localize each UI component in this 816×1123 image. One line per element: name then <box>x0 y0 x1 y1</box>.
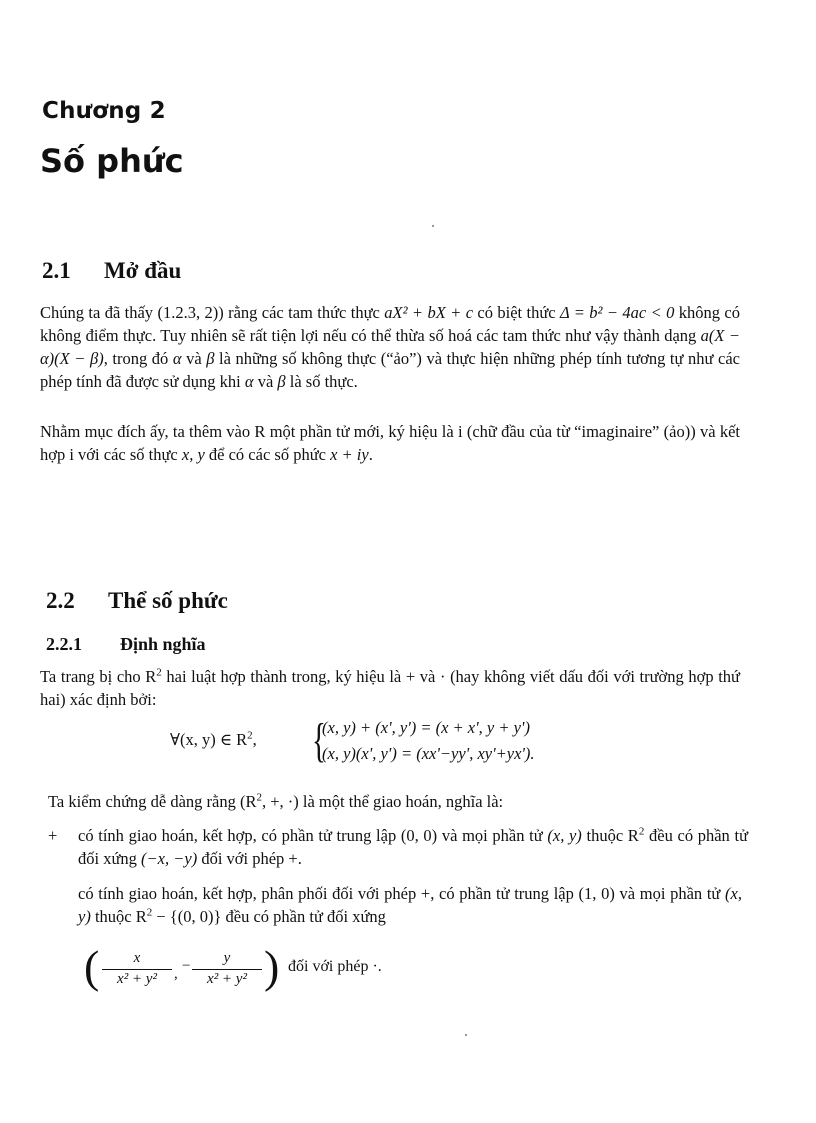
bullet-text <box>48 824 748 870</box>
text-run: − {(0, 0)} đều có phần tử đối xứng <box>152 907 386 926</box>
math-neg-pair: (−x, −y) <box>141 849 198 868</box>
bullet-multiplication <box>78 882 742 928</box>
text-run: thuộc R <box>90 907 147 926</box>
text-run: đối với phép +. <box>197 849 302 868</box>
paragraph-imaginary-unit <box>40 420 740 466</box>
text-run: và <box>253 372 278 391</box>
math-pair: (x, y) <box>547 826 582 845</box>
equation-lhs <box>170 730 257 750</box>
superscript: 2 <box>256 791 262 804</box>
paragraph-intro <box>40 301 740 393</box>
text-run: có tính giao hoán, kết hợp, có phần tử trung lập (0, 0) và mọi phần tử <box>78 826 548 845</box>
inverse-element-formula <box>84 941 444 996</box>
chapter-title: Số phức <box>40 142 184 180</box>
fraction-y <box>192 950 262 988</box>
fraction-x <box>102 950 172 988</box>
minus-sign: − <box>182 958 191 974</box>
text-run: và <box>181 349 207 368</box>
math-trinomial: aX² + bX + c <box>384 303 474 322</box>
text-run: , trong đó <box>103 349 173 368</box>
text-run: hai luật hợp thành trong, ký hiệu là + và · (hay không viết dấu đối với trường hợp thứ hai) xác định bởi: <box>40 667 740 709</box>
chapter-label: Chương 2 <box>42 98 166 124</box>
math-beta: β <box>277 372 286 391</box>
superscript: 2 <box>247 729 253 742</box>
text-run: là số thực. <box>285 372 358 391</box>
left-brace: { <box>312 714 326 767</box>
equation-multiplication-rule: (x, y)(x', y') = (xx'−yy', xy'+yx'). <box>322 744 535 763</box>
text-run: Chúng ta đã thấy (1.2.3, 2)) rằng các tam thức thực <box>40 303 385 322</box>
scan-speck <box>465 1034 467 1036</box>
text-run: Nhằm mục đích ấy, ta thêm vào R một phần tử mới, ký hiệu là i (chữ đầu của từ “imaginaire” (ảo)) và kết hợp i với các số thực <box>40 422 740 464</box>
text-run: không có không điểm thực. Tuy nhiên sẽ rất tiện lợi nếu có thể thừa số hoá các tam thức như vậy thành dạng <box>40 303 740 345</box>
bullet-marker: + <box>48 826 58 845</box>
math-x-plus-iy: x + iy <box>330 445 369 464</box>
text-run: ∀(x, y) ∈ R <box>170 730 248 749</box>
fraction-trailing-text: đối với phép ·. <box>288 958 382 975</box>
section-heading-2-1 <box>42 258 181 284</box>
math-factor-form: a(X − α)(X − β) <box>40 326 740 368</box>
paragraph-field-claim <box>48 790 740 813</box>
comma: , <box>174 966 178 982</box>
numerator: y <box>192 950 262 970</box>
text-run: Ta trang bị cho R <box>40 667 157 686</box>
section-title: Thể số phức <box>108 588 228 613</box>
math-alpha: α <box>172 349 182 368</box>
math-beta: β <box>206 349 215 368</box>
text-run: đều có phần tử đối xứng <box>78 826 749 868</box>
bullet-addition <box>48 824 748 870</box>
subsection-number: 2.2.1 <box>46 634 82 654</box>
math-discriminant: Δ = b² − 4ac < 0 <box>560 303 675 322</box>
text-run: Ta kiểm chứng dễ dàng rằng (R <box>48 792 257 811</box>
section-number: 2.1 <box>42 258 71 283</box>
text-run: có biệt thức <box>473 303 560 322</box>
section-heading-2-2 <box>46 588 228 614</box>
text-run: , +, ·) là một thể giao hoán, nghĩa là: <box>261 792 504 811</box>
right-paren: ) <box>264 941 280 992</box>
text-run: thuộc R <box>581 826 639 845</box>
text-run: , <box>252 730 257 749</box>
text-run: để có các số phức <box>204 445 331 464</box>
superscript: 2 <box>638 825 645 838</box>
left-paren: ( <box>84 941 100 992</box>
section-title: Mở đầu <box>104 258 182 283</box>
math-pair: (x, y) <box>78 884 742 926</box>
superscript: 2 <box>146 906 153 919</box>
equation-addition-rule: (x, y) + (x', y') = (x + x', y + y') <box>322 718 530 737</box>
equation-definition <box>170 714 650 772</box>
numerator: x <box>102 950 172 970</box>
superscript: 2 <box>156 666 162 679</box>
text-run: . <box>368 445 373 464</box>
math-xy: x, y <box>181 445 205 464</box>
text-run: là những số không thực (“ảo”) và thực hiện những phép tính tương tự như các phép tính đã được sử dụng khi <box>40 349 740 391</box>
math-alpha: α <box>244 372 254 391</box>
text-run: có tính giao hoán, kết hợp, phân phối đối với phép +, có phần tử trung lập (1, 0) và mọi phần tử <box>78 884 726 903</box>
section-number: 2.2 <box>46 588 75 613</box>
subsection-heading-2-2-1 <box>46 634 206 655</box>
subsection-title: Định nghĩa <box>120 634 206 654</box>
denominator: x² + y² <box>117 971 157 987</box>
denominator: x² + y² <box>207 971 247 987</box>
scan-speck <box>432 225 434 227</box>
paragraph-definition <box>40 665 740 711</box>
